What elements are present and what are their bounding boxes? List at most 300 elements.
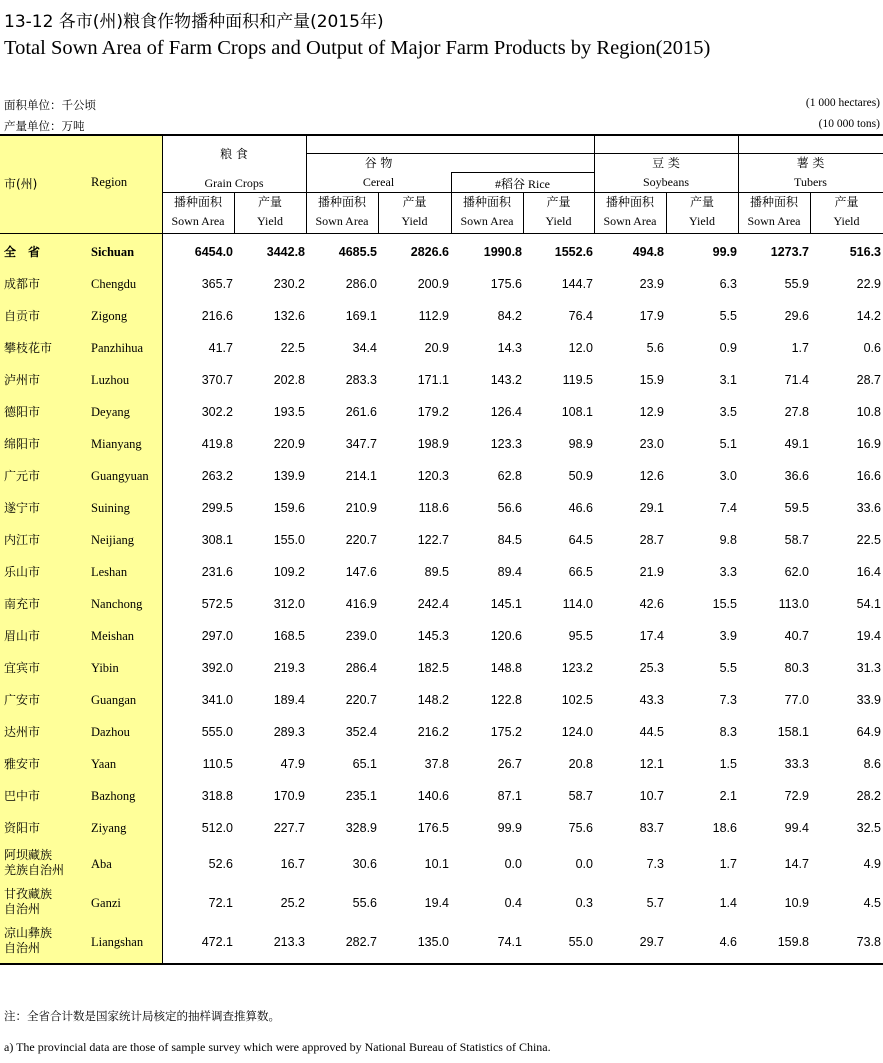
value-cell: 242.4 <box>417 597 449 611</box>
value-cell: 34.4 <box>352 341 377 355</box>
sown-area-header-cn: 播种面积 <box>317 195 366 209</box>
region-name-cn: 巴中市 <box>4 789 41 803</box>
value-cell: 55.9 <box>784 277 809 291</box>
value-cell: 171.1 <box>417 373 449 387</box>
value-cell: 2.1 <box>719 789 737 803</box>
value-cell: 36.6 <box>784 469 809 483</box>
region-name-en: Sichuan <box>91 245 135 259</box>
header-bottom-rule <box>0 233 883 234</box>
value-cell: 84.2 <box>497 309 522 323</box>
value-cell: 5.5 <box>719 309 737 323</box>
value-cell: 0.0 <box>504 857 522 871</box>
value-cell: 140.6 <box>417 789 449 803</box>
value-cell: 286.0 <box>345 277 377 291</box>
value-cell: 95.5 <box>568 629 593 643</box>
table-row <box>0 556 883 588</box>
output-unit-en: (10 000 tons) <box>818 118 880 130</box>
value-cell: 99.4 <box>784 821 809 835</box>
value-cell: 74.1 <box>497 935 522 949</box>
value-cell: 50.9 <box>568 469 593 483</box>
value-cell: 17.9 <box>639 309 664 323</box>
value-cell: 87.1 <box>497 789 522 803</box>
value-cell: 8.3 <box>719 725 737 739</box>
value-cell: 230.2 <box>273 277 305 291</box>
value-cell: 1273.7 <box>770 245 809 259</box>
sown-area-header-en: Sown Area <box>603 214 657 228</box>
region-name-en: Liangshan <box>91 935 144 949</box>
value-cell: 19.4 <box>856 629 881 643</box>
value-cell: 25.3 <box>639 661 664 675</box>
table-top-rule <box>0 134 883 136</box>
region-name-en: Guangan <box>91 693 137 707</box>
grain-header-en: Grain Crops <box>204 176 264 190</box>
region-name-cn: 德阳市 <box>4 405 41 419</box>
value-cell: 89.4 <box>497 565 522 579</box>
value-cell: 220.9 <box>273 437 305 451</box>
region-name-cn: 雅安市 <box>4 757 41 771</box>
value-cell: 62.0 <box>784 565 809 579</box>
value-cell: 28.7 <box>856 373 881 387</box>
value-cell: 26.7 <box>497 757 522 771</box>
region-name-en: Suining <box>91 501 130 515</box>
table-row <box>0 268 883 300</box>
yield-header-en: Yield <box>401 214 428 228</box>
value-cell: 42.6 <box>639 597 664 611</box>
value-cell: 261.6 <box>345 405 377 419</box>
region-name-cn: 全 省 <box>4 245 41 259</box>
value-cell: 289.3 <box>273 725 305 739</box>
value-cell: 40.7 <box>784 629 809 643</box>
note-cn: 注：全省合计数是国家统计局核定的抽样调查推算数。 <box>4 1009 280 1023</box>
region-name-en: Yaan <box>91 757 117 771</box>
value-cell: 572.5 <box>201 597 233 611</box>
value-cell: 341.0 <box>201 693 233 707</box>
value-cell: 32.5 <box>856 821 881 835</box>
region-name-en: Nanchong <box>91 597 143 611</box>
value-cell: 10.1 <box>424 857 449 871</box>
value-cell: 120.6 <box>490 629 522 643</box>
value-cell: 84.5 <box>497 533 522 547</box>
value-cell: 12.0 <box>568 341 593 355</box>
value-cell: 3.3 <box>719 565 737 579</box>
value-cell: 4685.5 <box>338 245 377 259</box>
value-cell: 239.0 <box>345 629 377 643</box>
value-cell: 14.7 <box>784 857 809 871</box>
value-cell: 29.6 <box>784 309 809 323</box>
value-cell: 5.5 <box>719 661 737 675</box>
sown-area-header-cn: 播种面积 <box>605 195 654 209</box>
value-cell: 555.0 <box>201 725 233 739</box>
value-cell: 308.1 <box>201 533 233 547</box>
value-cell: 109.2 <box>273 565 305 579</box>
value-cell: 1.7 <box>791 341 809 355</box>
value-cell: 189.4 <box>273 693 305 707</box>
value-cell: 4.6 <box>719 935 737 949</box>
value-cell: 64.9 <box>856 725 881 739</box>
table-row <box>0 524 883 556</box>
value-cell: 3.5 <box>719 405 737 419</box>
value-cell: 52.6 <box>208 857 233 871</box>
value-cell: 176.5 <box>417 821 449 835</box>
value-cell: 122.7 <box>417 533 449 547</box>
soybean-header-en: Soybeans <box>643 175 689 189</box>
value-cell: 14.2 <box>856 309 881 323</box>
value-cell: 193.5 <box>273 405 305 419</box>
region-name-cn: 资阳市 <box>4 821 41 835</box>
sown-area-header-cn: 播种面积 <box>462 195 511 209</box>
value-cell: 43.3 <box>639 693 664 707</box>
yield-header-cn: 产量 <box>546 195 571 209</box>
value-cell: 3.1 <box>719 373 737 387</box>
value-cell: 158.1 <box>777 725 809 739</box>
value-cell: 77.0 <box>784 693 809 707</box>
value-cell: 73.8 <box>856 935 881 949</box>
value-cell: 55.6 <box>352 896 377 910</box>
grain-header-cn: 粮 食 <box>220 147 248 161</box>
region-name-en: Deyang <box>91 405 130 419</box>
value-cell: 347.7 <box>345 437 377 451</box>
value-cell: 4.9 <box>863 857 881 871</box>
value-cell: 20.9 <box>424 341 449 355</box>
value-cell: 118.6 <box>418 501 449 515</box>
value-cell: 302.2 <box>201 405 233 419</box>
value-cell: 1.4 <box>719 896 737 910</box>
value-cell: 169.1 <box>345 309 377 323</box>
value-cell: 20.8 <box>568 757 593 771</box>
value-cell: 7.4 <box>719 501 737 515</box>
sown-area-header-en: Sown Area <box>171 214 225 228</box>
value-cell: 472.1 <box>201 935 233 949</box>
region-name-en: Ziyang <box>91 821 127 835</box>
value-cell: 12.1 <box>639 757 664 771</box>
value-cell: 19.4 <box>424 896 449 910</box>
value-cell: 10.9 <box>784 896 809 910</box>
region-name-cn: 泸州市 <box>4 373 41 387</box>
value-cell: 213.3 <box>273 935 305 949</box>
value-cell: 108.1 <box>561 405 593 419</box>
value-cell: 66.5 <box>568 565 593 579</box>
value-cell: 46.6 <box>568 501 593 515</box>
value-cell: 16.7 <box>280 857 305 871</box>
value-cell: 71.4 <box>784 373 809 387</box>
sown-area-header-cn: 播种面积 <box>749 195 798 209</box>
table-row <box>0 620 883 652</box>
value-cell: 512.0 <box>201 821 233 835</box>
region-name-en: Meishan <box>91 629 135 643</box>
value-cell: 75.6 <box>568 821 593 835</box>
region-name-cn: 广元市 <box>4 469 41 483</box>
value-cell: 99.9 <box>497 821 522 835</box>
value-cell: 28.7 <box>639 533 664 547</box>
value-cell: 122.8 <box>490 693 522 707</box>
value-cell: 494.8 <box>632 245 664 259</box>
value-cell: 198.9 <box>417 437 449 451</box>
tuber-header-cn: 薯 类 <box>796 156 825 170</box>
value-cell: 72.9 <box>784 789 809 803</box>
table-row <box>0 684 883 716</box>
value-cell: 65.1 <box>352 757 377 771</box>
value-cell: 286.4 <box>345 661 377 675</box>
value-cell: 29.1 <box>639 501 664 515</box>
value-cell: 202.8 <box>273 373 305 387</box>
value-cell: 22.5 <box>280 341 305 355</box>
value-cell: 29.7 <box>639 935 664 949</box>
yield-header-en: Yield <box>545 214 572 228</box>
region-name-cn: 眉山市 <box>4 629 41 643</box>
value-cell: 227.7 <box>273 821 305 835</box>
value-cell: 6.3 <box>719 277 737 291</box>
region-name-en: Mianyang <box>91 437 142 451</box>
value-cell: 144.7 <box>561 277 593 291</box>
value-cell: 220.7 <box>345 533 377 547</box>
soybean-header-cn: 豆 类 <box>652 156 680 170</box>
value-cell: 8.6 <box>863 757 881 771</box>
value-cell: 25.2 <box>280 896 305 910</box>
sown-area-header-en: Sown Area <box>460 214 514 228</box>
value-cell: 416.9 <box>345 597 377 611</box>
value-cell: 110.5 <box>202 757 233 771</box>
value-cell: 200.9 <box>417 277 449 291</box>
table-row <box>0 922 883 961</box>
region-name-en: Aba <box>91 857 112 871</box>
value-cell: 123.3 <box>490 437 522 451</box>
yield-header-cn: 产量 <box>689 195 714 209</box>
value-cell: 33.3 <box>784 757 809 771</box>
value-cell: 282.7 <box>345 935 377 949</box>
value-cell: 159.8 <box>777 935 809 949</box>
yield-header-en: Yield <box>833 214 860 228</box>
value-cell: 31.3 <box>856 661 881 675</box>
value-cell: 148.2 <box>417 693 449 707</box>
region-name-en: Chengdu <box>91 277 137 291</box>
region-name-cn: 阿坝藏族 羌族自治州 <box>4 848 65 877</box>
value-cell: 113.0 <box>778 597 809 611</box>
value-cell: 14.3 <box>497 341 522 355</box>
value-cell: 175.6 <box>490 277 522 291</box>
table-row <box>0 652 883 684</box>
region-name-cn: 南充市 <box>4 597 41 611</box>
region-name-cn: 内江市 <box>4 533 41 547</box>
value-cell: 3.9 <box>719 629 737 643</box>
value-cell: 114.0 <box>562 597 593 611</box>
region-name-cn: 自贡市 <box>4 309 41 323</box>
page-title-en: Total Sown Area of Farm Crops and Output of Major Farm Products by Region(2015) <box>4 37 711 59</box>
table-row <box>0 780 883 812</box>
table-row <box>0 748 883 780</box>
yield-header-en: Yield <box>689 214 715 228</box>
table-row <box>0 844 883 883</box>
value-cell: 123.2 <box>561 661 593 675</box>
area-unit-en: (1 000 hectares) <box>805 97 880 109</box>
value-cell: 3.0 <box>719 469 737 483</box>
value-cell: 145.1 <box>490 597 522 611</box>
value-cell: 2826.6 <box>410 245 449 259</box>
region-name-en: Panzhihua <box>91 341 144 355</box>
value-cell: 18.6 <box>712 821 737 835</box>
region-name-en: Neijiang <box>91 533 135 547</box>
value-cell: 147.6 <box>345 565 377 579</box>
value-cell: 143.2 <box>490 373 522 387</box>
value-cell: 12.6 <box>639 469 664 483</box>
sown-area-header-en: Sown Area <box>315 214 369 228</box>
region-name-cn: 攀枝花市 <box>4 341 53 355</box>
value-cell: 7.3 <box>719 693 737 707</box>
table-row <box>0 236 883 268</box>
value-cell: 370.7 <box>201 373 233 387</box>
value-cell: 10.7 <box>639 789 664 803</box>
yield-header-en: Yield <box>257 214 283 228</box>
value-cell: 263.2 <box>201 469 233 483</box>
value-cell: 419.8 <box>201 437 233 451</box>
value-cell: 119.5 <box>562 373 593 387</box>
table-row <box>0 460 883 492</box>
region-name-en: Bazhong <box>91 789 136 803</box>
value-cell: 516.3 <box>849 245 881 259</box>
value-cell: 76.4 <box>568 309 593 323</box>
cereal-header-en: Cereal <box>362 175 395 189</box>
value-cell: 72.1 <box>208 896 233 910</box>
value-cell: 352.4 <box>345 725 377 739</box>
value-cell: 299.5 <box>201 501 233 515</box>
table-body <box>0 236 883 964</box>
region-name-cn: 甘孜藏族 自治州 <box>4 887 53 916</box>
value-cell: 145.3 <box>417 629 449 643</box>
yield-header-cn: 产量 <box>834 195 859 209</box>
value-cell: 328.9 <box>345 821 377 835</box>
region-name-cn: 凉山彝族 自治州 <box>4 926 53 955</box>
value-cell: 33.9 <box>856 693 881 707</box>
table-row <box>0 492 883 524</box>
value-cell: 0.0 <box>575 857 593 871</box>
value-cell: 83.7 <box>639 821 664 835</box>
value-cell: 23.9 <box>639 277 664 291</box>
value-cell: 41.7 <box>208 341 233 355</box>
tuber-header-en: Tubers <box>794 175 827 189</box>
value-cell: 16.4 <box>856 565 881 579</box>
value-cell: 102.5 <box>561 693 593 707</box>
region-name-cn: 成都市 <box>4 277 41 291</box>
value-cell: 235.1 <box>345 789 377 803</box>
value-cell: 7.3 <box>646 857 664 871</box>
value-cell: 0.4 <box>504 896 522 910</box>
rice-header: #稻谷 Rice <box>495 177 550 191</box>
value-cell: 5.1 <box>719 437 737 451</box>
output-unit-cn: 产量单位：万吨 <box>4 119 85 133</box>
value-cell: 3442.8 <box>266 245 305 259</box>
value-cell: 126.4 <box>490 405 522 419</box>
value-cell: 16.9 <box>856 437 881 451</box>
region-name-en: Zigong <box>91 309 128 323</box>
value-cell: 23.0 <box>639 437 664 451</box>
value-cell: 99.9 <box>712 245 737 259</box>
page-title-cn: 13-12 各市(州)粮食作物播种面积和产量(2015年) <box>4 12 384 32</box>
area-unit-cn: 面积单位：千公顷 <box>4 98 96 112</box>
yield-header-cn: 产量 <box>402 195 427 209</box>
value-cell: 219.3 <box>273 661 305 675</box>
value-cell: 124.0 <box>561 725 593 739</box>
value-cell: 175.2 <box>490 725 522 739</box>
region-name-cn: 达州市 <box>4 725 41 739</box>
value-cell: 15.9 <box>639 373 664 387</box>
value-cell: 10.8 <box>856 405 881 419</box>
value-cell: 28.2 <box>856 789 881 803</box>
table-row <box>0 812 883 844</box>
table-row <box>0 716 883 748</box>
value-cell: 214.1 <box>345 469 377 483</box>
value-cell: 30.6 <box>352 857 377 871</box>
region-name-en: Yibin <box>91 661 119 675</box>
value-cell: 37.8 <box>424 757 449 771</box>
value-cell: 5.6 <box>646 341 664 355</box>
value-cell: 89.5 <box>424 565 449 579</box>
note-en: a) The provincial data are those of sample survey which were approved by National Bureau of Statistics of China. <box>4 1040 551 1054</box>
value-cell: 15.5 <box>712 597 737 611</box>
region-name-cn: 宜宾市 <box>4 661 41 675</box>
value-cell: 297.0 <box>201 629 233 643</box>
value-cell: 210.9 <box>345 501 377 515</box>
value-cell: 9.8 <box>719 533 737 547</box>
value-cell: 49.1 <box>784 437 809 451</box>
value-cell: 27.8 <box>784 405 809 419</box>
value-cell: 231.6 <box>201 565 233 579</box>
value-cell: 135.0 <box>417 935 449 949</box>
region-name-en: Ganzi <box>91 896 121 910</box>
sown-area-header-en: Sown Area <box>747 214 801 228</box>
value-cell: 6454.0 <box>194 245 233 259</box>
value-cell: 58.7 <box>784 533 809 547</box>
value-cell: 56.6 <box>497 501 522 515</box>
value-cell: 318.8 <box>201 789 233 803</box>
region-header-en: Region <box>91 175 128 189</box>
sown-area-header-cn: 播种面积 <box>173 195 222 209</box>
value-cell: 59.5 <box>784 501 809 515</box>
value-cell: 1.5 <box>719 757 737 771</box>
value-cell: 55.0 <box>568 935 593 949</box>
value-cell: 179.2 <box>417 405 449 419</box>
value-cell: 47.9 <box>280 757 305 771</box>
value-cell: 33.6 <box>856 501 881 515</box>
value-cell: 1.7 <box>719 857 737 871</box>
region-name-cn: 遂宁市 <box>4 501 41 515</box>
cereal-header-cn: 谷 物 <box>364 156 393 170</box>
value-cell: 148.8 <box>490 661 522 675</box>
value-cell: 64.5 <box>568 533 593 547</box>
table-row <box>0 396 883 428</box>
region-name-en: Leshan <box>91 565 128 579</box>
value-cell: 120.3 <box>417 469 449 483</box>
value-cell: 22.9 <box>856 277 881 291</box>
table-row <box>0 883 883 922</box>
value-cell: 112.9 <box>418 309 449 323</box>
region-name-cn: 广安市 <box>4 693 41 707</box>
table-row <box>0 332 883 364</box>
value-cell: 17.4 <box>639 629 664 643</box>
value-cell: 168.5 <box>273 629 305 643</box>
region-name-en: Luzhou <box>91 373 130 387</box>
value-cell: 365.7 <box>201 277 233 291</box>
region-name-cn: 绵阳市 <box>4 437 41 451</box>
value-cell: 80.3 <box>784 661 809 675</box>
region-header-cn: 市(州) <box>4 177 38 191</box>
value-cell: 54.1 <box>856 597 881 611</box>
value-cell: 155.0 <box>273 533 305 547</box>
yield-header-cn: 产量 <box>257 195 282 209</box>
value-cell: 132.6 <box>273 309 305 323</box>
value-cell: 12.9 <box>639 405 664 419</box>
value-cell: 98.9 <box>568 437 593 451</box>
value-cell: 216.2 <box>417 725 449 739</box>
region-name-cn: 乐山市 <box>4 565 41 579</box>
